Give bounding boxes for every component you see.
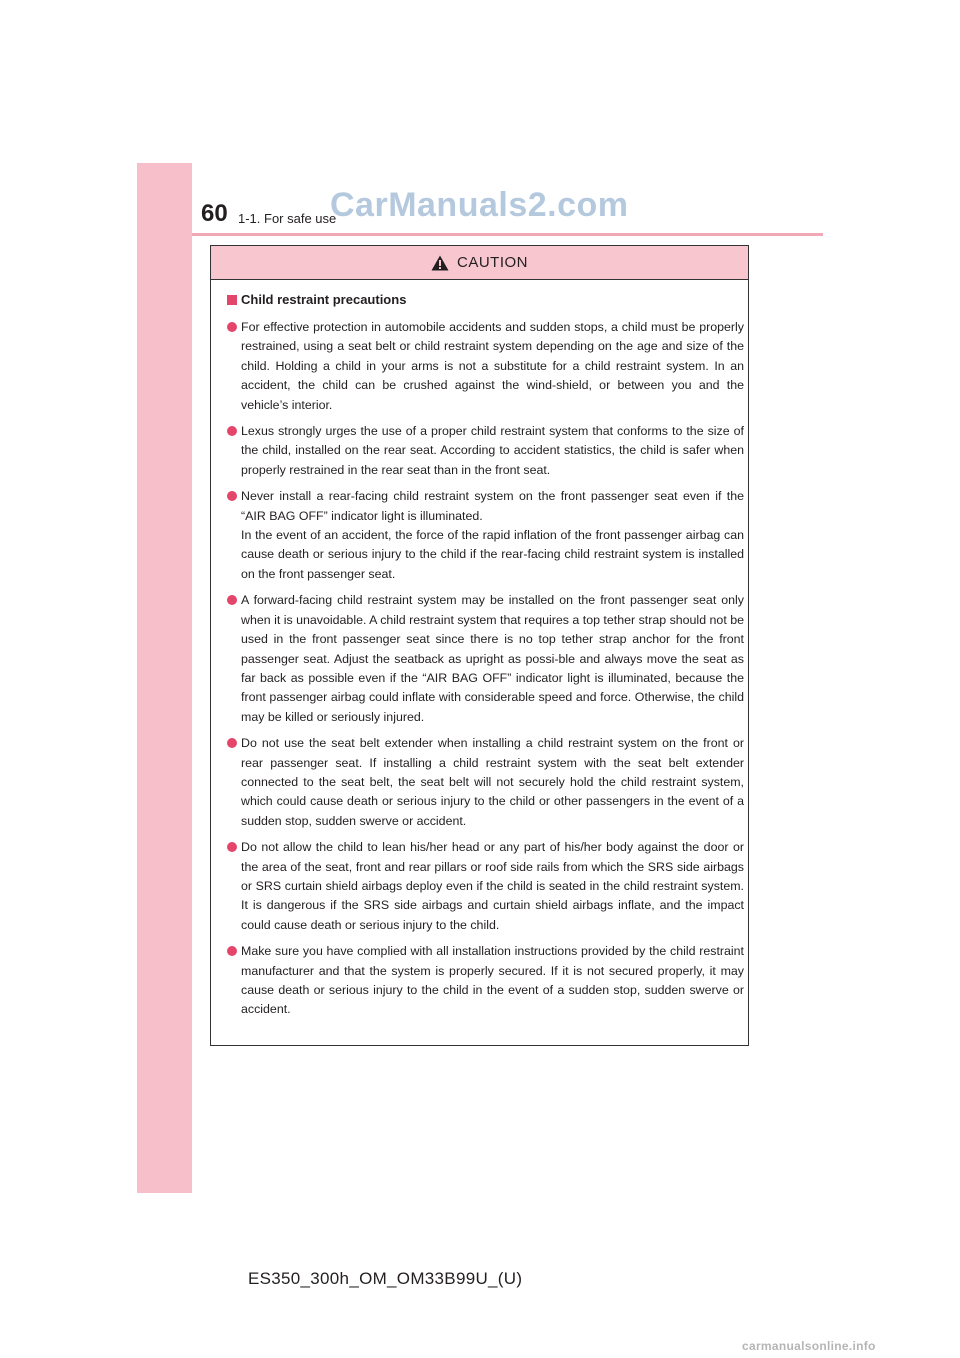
list-item-text: A forward-facing child restraint system may be installed on the front passenger seat only when it is unavoidable. A child restraint system that requires a top tether strap should not be used in the front passenger seat since there is no top tether strap anchor for the front passenger seat. Adjust the seatback as upright as possi-ble and always move the seat as far back as possible even if the “AIR BAG OFF” indicator light is illuminated, because the front passenger airbag could inflate with considerable speed and force. Otherwise, the child may be killed or seriously injured. — [241, 593, 744, 724]
page-number: 60 — [201, 200, 228, 227]
bullet-icon — [227, 595, 237, 605]
warning-triangle-icon — [431, 255, 449, 271]
bullet-icon — [227, 491, 237, 501]
list-item-text: Make sure you have complied with all installation instructions provided by the child restraint manufacturer and that the system is properly secured. If it is not secured properly, it may cause death or serious injury to the child in the event of a sudden stop, sudden swerve or accident. — [241, 944, 744, 1017]
list-item — [227, 734, 744, 831]
list-item-text: Do not allow the child to lean his/her head or any part of his/her body against the door or the area of the seat, front and rear pillars or roof side rails from which the SRS side airbags or SRS curtain shield airbags deploy even if the child is seated in the child restraint system. It is dangerous if the SRS side airbags and curtain shield airbags inflate, and the impact could cause death or serious injury to the child. — [241, 840, 744, 932]
square-bullet-icon — [227, 295, 237, 305]
list-item — [227, 487, 744, 584]
bullet-icon — [227, 842, 237, 852]
list-item — [227, 591, 744, 727]
document-code: ES350_300h_OM_OM33B99U_(U) — [248, 1269, 523, 1288]
list-item-text: Never install a rear-facing child restraint system on the front passenger seat even if the “AIR BAG OFF” indicator light is illuminated. — [241, 489, 744, 523]
list-item-text: Do not use the seat belt extender when installing a child restraint system on the front or rear passenger seat. If installing a child restraint system with the seat belt extender connected to the seat belt, the seat belt will not securely hold the child restraint system, which could cause death or serious injury to the child or other passengers in the event of a sudden stop, sudden swerve or accident. — [241, 736, 744, 828]
bullet-icon — [227, 946, 237, 956]
list-item — [227, 838, 744, 935]
list-item-text: In the event of an accident, the force of the rapid inflation of the front passenger airbag can cause death or serious injury to the child if the rear-facing child restraint system is installed on the front passenger seat. — [241, 528, 744, 581]
bullet-icon — [227, 426, 237, 436]
bullet-icon — [227, 738, 237, 748]
bullet-icon — [227, 322, 237, 332]
caution-box — [210, 245, 749, 1046]
list-item-text: Lexus strongly urges the use of a proper child restraint system that conforms to the size of the child, installed on the rear seat. According to accident statistics, the child is safer when properly restrained in the rear seat than in the front seat. — [241, 424, 744, 477]
watermark-bottom: carmanualsonline.info — [742, 1339, 876, 1353]
caution-label: CAUTION — [457, 254, 528, 271]
caution-subheading-text: Child restraint precautions — [241, 292, 407, 307]
caution-list — [227, 318, 744, 1027]
header-divider — [192, 233, 823, 236]
watermark-top: CarManuals2.com — [330, 186, 629, 224]
section-title: 1-1. For safe use — [238, 211, 337, 226]
list-item — [227, 942, 744, 1020]
caution-header — [211, 246, 748, 280]
caution-subheading — [227, 292, 406, 307]
list-item-text: For effective protection in automobile accidents and sudden stops, a child must be properly restrained, using a seat belt or child restraint system depending on the age and size of the child. Holding a child in your arms is not a substitute for a child restraint system. In an accident, the child can be crushed against the wind-shield, or between you and the vehicle’s interior. — [241, 320, 744, 412]
chapter-sidebar-tab — [137, 163, 192, 1193]
list-item — [227, 318, 744, 415]
list-item — [227, 422, 744, 480]
